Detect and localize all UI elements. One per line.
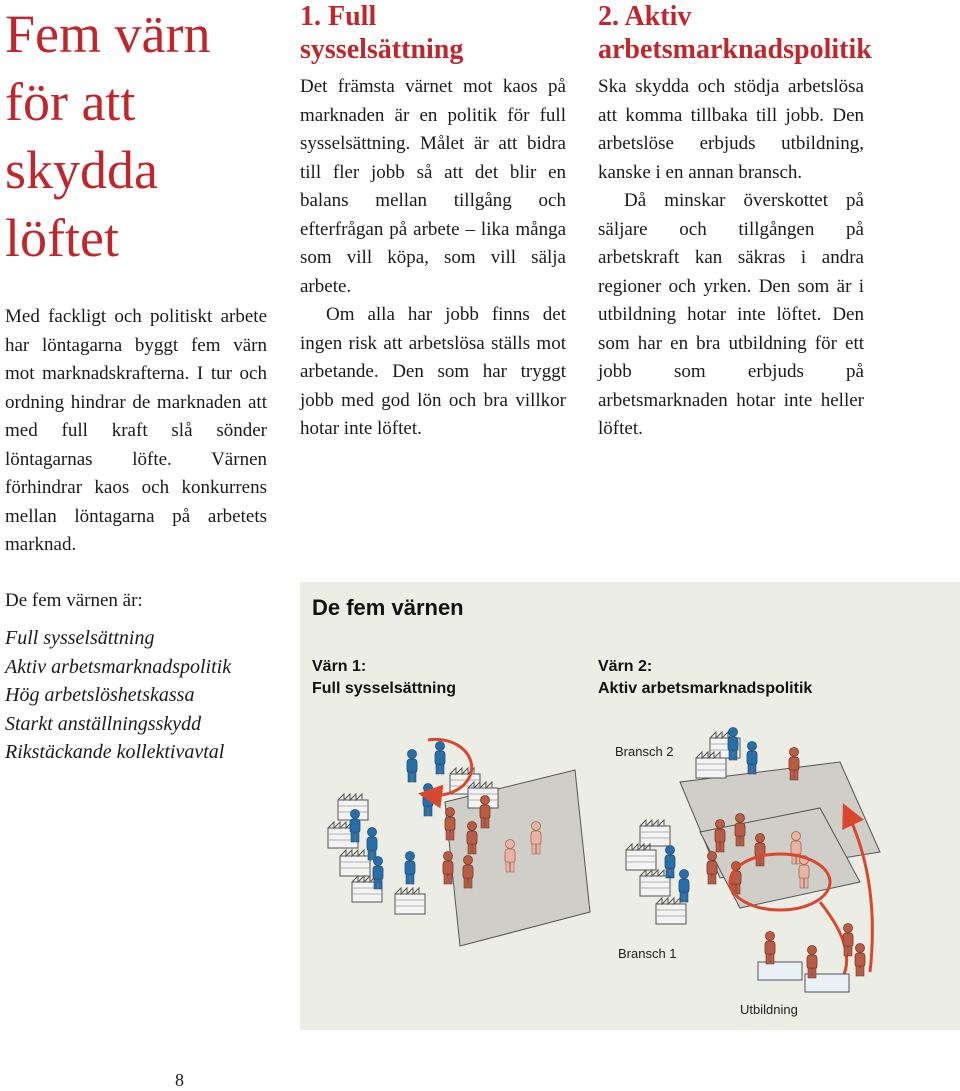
section2-heading: 2. Aktiv arbetsmarknadspolitik (598, 1, 872, 65)
bransch2-label: Bransch 2 (615, 744, 674, 759)
list-item: Starkt anställningsskydd (5, 712, 202, 735)
varn-list (5, 624, 231, 767)
varn1-scene (328, 739, 590, 946)
section2-paragraph: Ska skydda och stödja arbetslösa att komma tillbaka till jobb. Den arbetslöse erbjuds utbildning, kanske i en annan bransch. (598, 76, 864, 183)
utbildning-label: Utbildning (740, 1002, 798, 1017)
section-aktiv-arbetsmarknadspolitik (598, 0, 872, 444)
varn1-number: Värn 1: (312, 658, 367, 675)
list-item: Hög arbetslöshetskassa (5, 684, 195, 706)
illustration-panel (300, 582, 960, 1030)
section1-paragraph: Det främsta värnet mot kaos på marknaden är en politik för full sysselsättning. Målet är att bidra till fler jobb så att det blir en balans mellan tillgång och efterfrågan på arbete – lika många som vill köpa, som vill sälja arbete. (300, 76, 566, 297)
varn1-name: Full sysselsättning (312, 680, 457, 697)
section-full-sysselsattning (300, 0, 566, 444)
list-item: Full sysselsättning (5, 627, 155, 649)
list-item: Rikstäckande kollektivavtal (5, 741, 225, 763)
bransch1-label: Bransch 1 (618, 946, 677, 961)
page-number: 8 (175, 1070, 184, 1090)
section1-paragraph: Om alla har jobb finns det ingen risk att arbetslösa ställs mot arbetande. Den som har tryggt jobb med god lön och bra villkor hotar inte löftet. (300, 304, 566, 439)
illustration-drawing (300, 582, 960, 1030)
list-heading: De fem värnen är: (5, 590, 143, 611)
main-title: Fem värn för att skydda löftet (5, 4, 211, 268)
section1-heading: 1. Full sysselsättning (300, 1, 464, 65)
varn2-name: Aktiv arbetsmarknadspolitik (598, 680, 813, 697)
list-item: Aktiv arbetsmarknadspolitik (5, 655, 232, 678)
intro-paragraph: Med fackligt och politiskt arbete har löntagarna byggt fem värn mot marknadskrafterna. I tur och ordning hindrar de marknaden att med full kraft slå sönder löntagarnas löfte. Värnen förhindrar kaos och konkurrens mellan löntagarna på arbetets marknad. (5, 306, 267, 555)
illustration-title: De fem värnen (312, 595, 464, 620)
varn2-number: Värn 2: (598, 658, 653, 675)
section2-paragraph: Då minskar överskottet på säljare och tillgången på arbetskraft kan säkras i andra regioner och yrken. Den som är i utbildning hotar inte löftet. Den som har en bra utbildning för ett jobb som erbjuds på arbetsmarknaden hotar inte heller löftet. (598, 190, 864, 439)
